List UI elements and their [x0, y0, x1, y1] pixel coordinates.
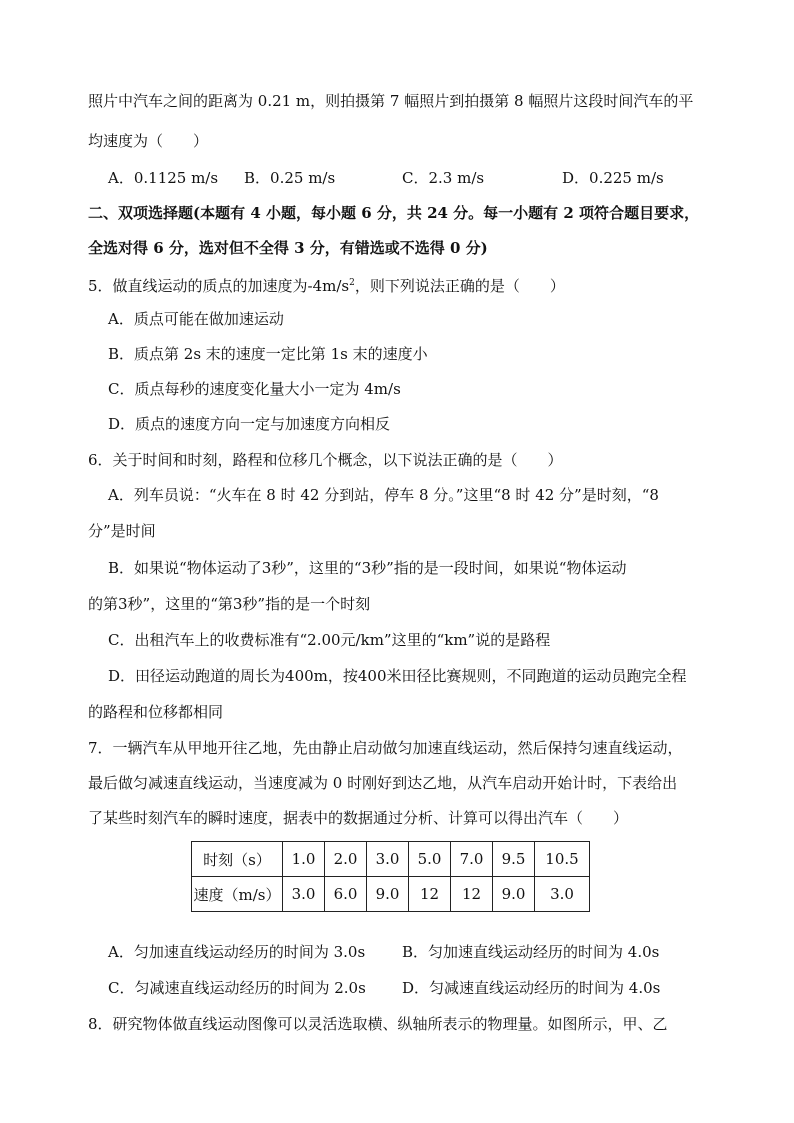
q6-option-a-line2: 分”是时间	[88, 522, 156, 540]
q5-option-c: C．质点每秒的速度变化量大小一定为 4m/s	[108, 380, 401, 398]
q6-option-b-line1: B．如果说“物体运动了3秒”，这里的“3秒”指的是一段时间，如果说“物体运动	[108, 559, 627, 577]
q5-stem	[88, 273, 565, 296]
table-cell: 12	[451, 877, 493, 912]
q4-option-a: A．0.1125 m/s	[108, 169, 219, 187]
q5-stem-superscript: 2	[349, 278, 355, 288]
section-heading-line2: 全选对得 6 分，选对但不全得 3 分，有错选或不选得 0 分)	[88, 239, 488, 257]
table-cell: 2.0	[325, 842, 367, 877]
q5-option-b: B．质点第 2s 末的速度一定比第 1s 末的速度小	[108, 345, 428, 363]
q7-option-b: B．匀加速直线运动经历的时间为 4.0s	[402, 943, 660, 961]
q7-option-d: D．匀减速直线运动经历的时间为 4.0s	[402, 979, 661, 997]
q4-option-c: C．2.3 m/s	[402, 169, 485, 187]
table-cell: 5.0	[409, 842, 451, 877]
table-cell: 10.5	[535, 842, 590, 877]
table-header-speed: 速度（m/s）	[192, 877, 283, 912]
q7-text-line1: 7．一辆汽车从甲地开往乙地，先由静止启动做匀加速直线运动，然后保持匀速直线运动，	[88, 739, 683, 757]
table-cell: 1.0	[283, 842, 325, 877]
table-row	[192, 877, 590, 912]
table-cell: 9.0	[493, 877, 535, 912]
q7-option-a: A．匀加速直线运动经历的时间为 3.0s	[108, 943, 366, 961]
q7-text-line2: 最后做匀减速直线运动，当速度减为 0 时刚好到达乙地，从汽车启动开始计时，下表给出	[88, 774, 678, 792]
table-cell: 3.0	[283, 877, 325, 912]
q5-option-a: A．质点可能在做加速运动	[108, 310, 284, 328]
table-cell: 7.0	[451, 842, 493, 877]
q6-option-a-line1: A．列车员说：“火车在 8 时 42 分到站，停车 8 分。”这里“8 时 42 分”是时刻，“8	[108, 486, 659, 504]
section-heading-line1: 二、双项选择题(本题有 4 小题，每小题 6 分，共 24 分。每一小题有 2 项符合题目要求，	[88, 204, 700, 222]
table-cell: 3.0	[367, 842, 409, 877]
q8-text-line1: 8．研究物体做直线运动图像可以灵活选取横、纵轴所表示的物理量。如图所示，甲、乙	[88, 1015, 668, 1033]
q4-option-b: B．0.25 m/s	[244, 169, 336, 187]
q4-option-d: D．0.225 m/s	[562, 169, 664, 187]
q7-text-line3: 了某些时刻汽车的瞬时速度，据表中的数据通过分析、计算可以得出汽车（ ）	[88, 809, 629, 827]
q6-option-d-line1: D．田径运动跑道的周长为400m，按400米田径比赛规则，不同跑道的运动员跑完全程	[108, 667, 687, 685]
q4-text-line2: 均速度为（ ）	[88, 132, 209, 150]
q4-text-line1: 照片中汽车之间的距离为 0.21 m，则拍摄第 7 幅照片到拍摄第 8 幅照片这段时间汽车的平	[88, 92, 694, 110]
table-header-time: 时刻（s）	[192, 842, 283, 877]
q6-option-c: C．出租汽车上的收费标准有“2.00元/km”这里的“km”说的是路程	[108, 631, 551, 649]
table-cell: 3.0	[535, 877, 590, 912]
q6-option-b-line2: 的第3秒”，这里的“第3秒”指的是一个时刻	[88, 595, 371, 613]
q6-option-d-line2: 的路程和位移都相同	[88, 703, 224, 721]
table-cell: 9.5	[493, 842, 535, 877]
q7-data-table	[191, 841, 590, 912]
table-cell: 12	[409, 877, 451, 912]
q7-option-c: C．匀减速直线运动经历的时间为 2.0s	[108, 979, 366, 997]
q6-stem: 6．关于时间和时刻，路程和位移几个概念，以下说法正确的是（ ）	[88, 451, 563, 469]
table-cell: 9.0	[367, 877, 409, 912]
table-cell: 6.0	[325, 877, 367, 912]
q5-stem-tail: ，则下列说法正确的是（ ）	[354, 277, 565, 295]
q5-option-d: D．质点的速度方向一定与加速度方向相反	[108, 415, 391, 433]
q5-stem-main: 5．做直线运动的质点的加速度为-4m/s	[88, 277, 350, 295]
table-row	[192, 842, 590, 877]
